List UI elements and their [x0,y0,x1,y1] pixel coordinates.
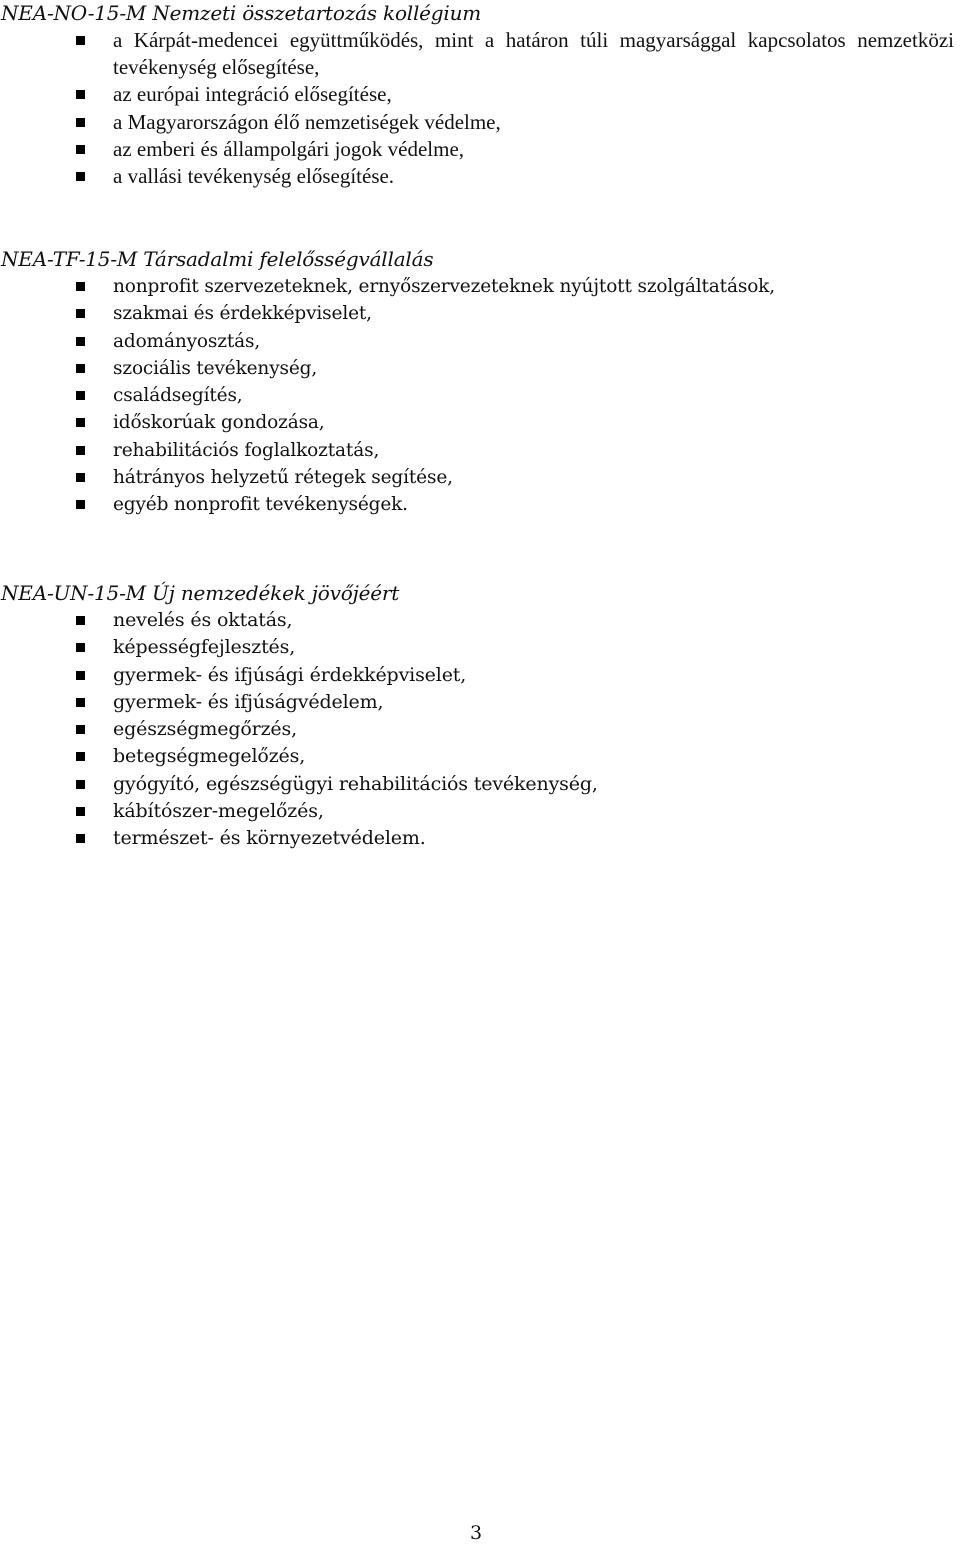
square-bullet-icon [76,725,85,734]
list-item [0,689,960,716]
square-bullet-icon [76,145,85,154]
section-tarsadalmi-felelossegvallalas [0,246,960,519]
list-item-text: a Kárpát-medencei együttműködés, mint a határon túli magyarsággal kapcsolatos nemzetközi tevékenység elősegítése, [113,28,954,80]
bullet-list [0,607,960,853]
section-nemzeti-osszetartozas [0,0,960,190]
square-bullet-icon [76,418,85,427]
square-bullet-icon [76,36,85,45]
square-bullet-icon [76,643,85,652]
square-bullet-icon [76,780,85,789]
list-item [0,328,960,355]
list-item [0,743,960,770]
list-item [0,464,960,491]
square-bullet-icon [76,282,85,291]
list-item-text: hátrányos helyzetű rétegek segítése, [113,467,453,489]
list-item [0,437,960,464]
list-item-text: nevelés és oktatás, [113,609,293,631]
list-item-text: családsegítés, [113,385,243,407]
list-item [0,300,960,327]
bullet-list [0,273,960,519]
list-item-text: szakmai és érdekképviselet, [113,303,372,325]
section-heading: NEA-TF-15-M Társadalmi felelősségvállalás [1,247,434,271]
list-item-text: az emberi és állampolgári jogok védelme, [113,136,465,161]
bullet-list [0,27,960,190]
list-item [0,798,960,825]
square-bullet-icon [76,752,85,761]
list-item-text: gyermek- és ifjúsági érdekképviselet, [113,663,467,686]
list-item [0,109,960,136]
square-bullet-icon [76,446,85,455]
section-uj-nemzedekek-jovojeert [0,580,960,853]
square-bullet-icon [76,473,85,482]
square-bullet-icon [76,90,85,99]
list-item [0,163,960,190]
square-bullet-icon [76,834,85,843]
square-bullet-icon [76,364,85,373]
square-bullet-icon [76,337,85,346]
square-bullet-icon [76,172,85,181]
list-item-text: nonprofit szervezeteknek, ernyőszervezeteknek nyújtott szolgáltatások, [113,276,775,297]
list-item-text: betegségmegelőzés, [113,745,306,768]
list-item-text: adományosztás, [113,330,261,352]
list-item-text: szociális tevékenység, [113,357,318,379]
list-item-text: a Magyarországon élő nemzetiségek védelme, [113,109,501,134]
list-item [0,771,960,798]
list-item-text: időskorúak gondozása, [113,412,325,434]
list-item [0,634,960,661]
list-item [0,382,960,409]
square-bullet-icon [76,698,85,707]
list-item [0,27,960,81]
square-bullet-icon [76,309,85,318]
list-item-text: a vallási tevékenység elősegítése. [113,164,395,189]
list-item-text: gyermek- és ifjúságvédelem, [113,690,384,713]
square-bullet-icon [76,118,85,127]
list-item-text: egyéb nonprofit tevékenységek. [113,494,408,516]
square-bullet-icon [76,500,85,509]
list-item [0,607,960,634]
list-item [0,409,960,436]
list-item-text: egészségmegőrzés, [113,718,298,741]
list-item [0,136,960,163]
list-item-text: kábítószer-megelőzés, [113,800,324,823]
list-item [0,662,960,689]
square-bullet-icon [76,807,85,816]
list-item [0,716,960,743]
list-item [0,825,960,852]
square-bullet-icon [76,671,85,680]
list-item [0,491,960,518]
list-item-text: természet- és környezetvédelem. [113,827,426,850]
list-item [0,81,960,108]
list-item-text: képességfejlesztés, [113,636,296,659]
list-item-text: gyógyító, egészségügyi rehabilitációs tevékenység, [113,772,598,795]
section-heading: NEA-NO-15-M Nemzeti összetartozás kollégium [1,1,482,25]
square-bullet-icon [76,391,85,400]
square-bullet-icon [76,616,85,625]
list-item-text: az európai integráció elősegítése, [113,82,392,107]
list-item [0,273,960,300]
section-heading: NEA-UN-15-M Új nemzedékek jövőjéért [1,581,400,605]
list-item-text: rehabilitációs foglalkoztatás, [113,439,380,461]
list-item [0,355,960,382]
page-number: 3 [470,1522,483,1544]
